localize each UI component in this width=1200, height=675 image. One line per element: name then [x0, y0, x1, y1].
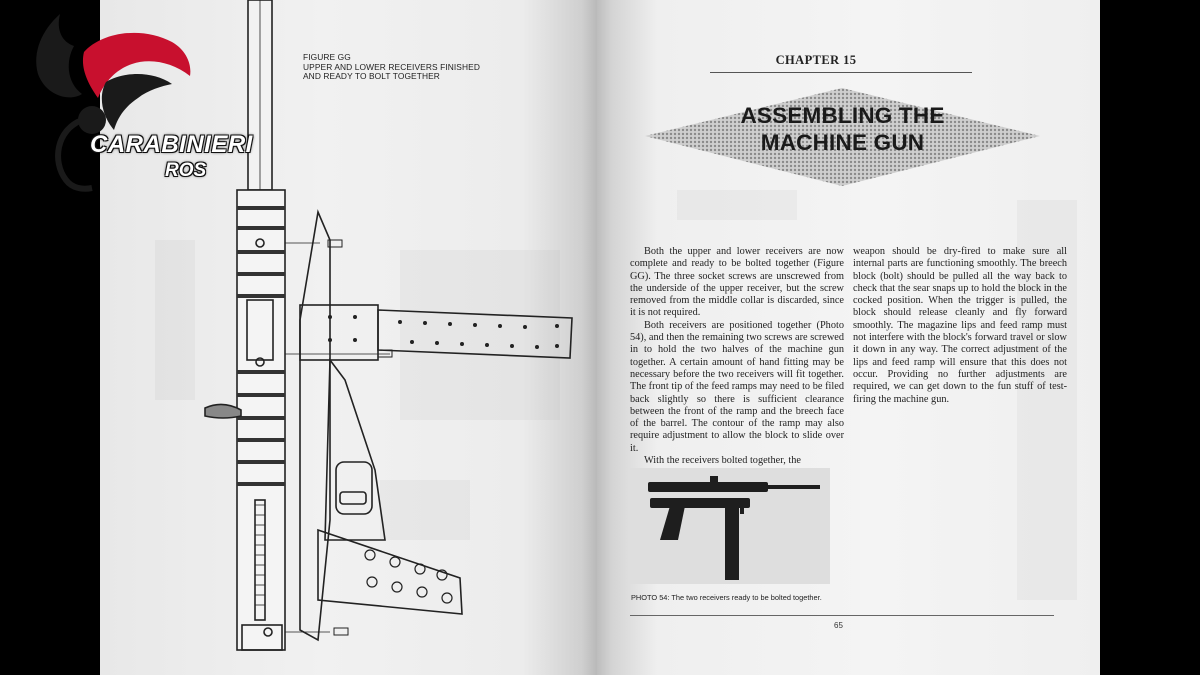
paragraph: Both receivers are positioned together (Photo 54), and then the remaining two screws are screwed in to hold the two halves of the machine gun together. A certain amount of hand fitting may be necessary before the two receivers will fit together. The front tip of the feed ramps may need to be filed back slightly so there is sufficient clearance between the front of the ramp and the breech face of the barrel. The contour of the ramp may also require adjustment to allow the block to slide over it.: [630, 319, 844, 454]
paragraph: weapon should be dry-fired to make sure all internal parts are functioning smoothly. The breech block (bolt) should be pulled all the way back to check that the sear snaps up to hold the block in the cocked position. When the trigger is pulled, the block should release cleanly and fly forward smoothly. The magazine lips and feed ramp must not interfere with the block's forward travel or slow it down in any way. The correct adjustment of the lips and feed ramp will ensure that this does not occur. Providing no further adjustments are required, we can get down to the fun stuff of test-firing the machine gun.: [853, 246, 1067, 405]
body-column-1: [630, 246, 844, 467]
chapter-title: [645, 102, 1040, 156]
figure-caption-line: UPPER AND LOWER RECEIVERS FINISHED: [303, 61, 480, 72]
photo-54: [630, 468, 830, 584]
page-number: 65: [834, 621, 843, 630]
footer-rule: [630, 615, 1054, 616]
chapter-title-line: MACHINE GUN: [760, 130, 925, 155]
chapter-heading: CHAPTER 15: [775, 53, 857, 67]
figure-caption-line: FIGURE GG: [303, 52, 351, 62]
paragraph: Both the upper and lower receivers are now complete and ready to be bolted together (Figure GG). The three socket screws are unscrewed from the underside of the upper receiver, but the screw removed from the middle collar is discarded, since it is not required.: [630, 246, 844, 319]
watermark-line-1: CARABINIERI: [90, 131, 253, 158]
body-column-2: [853, 246, 1067, 406]
photo-caption: PHOTO 54: The two receivers ready to be bolted together.: [631, 593, 822, 602]
chapter-title-line: ASSEMBLING THE: [740, 103, 945, 128]
receiver-drawing: [195, 0, 580, 675]
chapter-rule: [710, 72, 972, 73]
paragraph: With the receivers bolted together, the: [644, 455, 801, 467]
watermark-line-2: ROS: [165, 160, 207, 181]
figure-caption: [303, 53, 503, 82]
figure-caption-line: AND READY TO BOLT TOGETHER: [303, 71, 440, 82]
